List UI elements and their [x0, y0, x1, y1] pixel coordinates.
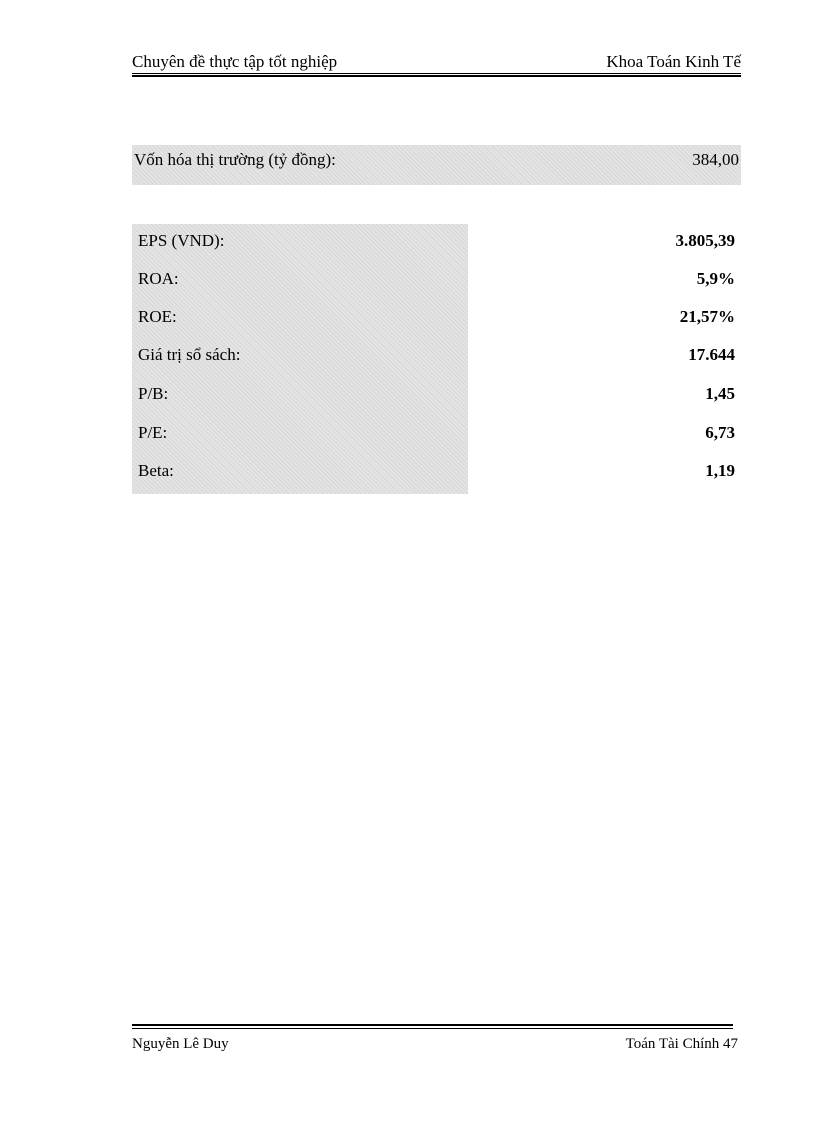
metric-label: Giá trị sổ sách:	[138, 345, 241, 364]
metric-label: ROE:	[138, 307, 177, 326]
page-footer	[132, 1036, 738, 1056]
footer-author: Nguyễn Lê Duy	[132, 1036, 229, 1052]
metric-value: 1,19	[705, 461, 735, 480]
metric-value: 6,73	[705, 423, 735, 442]
metric-value: 3.805,39	[675, 231, 735, 250]
metric-row-pb	[132, 384, 735, 412]
footer-divider	[132, 1024, 733, 1029]
header-divider	[132, 73, 741, 77]
metric-row-roe	[132, 307, 735, 335]
header-department: Khoa Toán Kinh Tế	[606, 52, 741, 71]
header-title: Chuyên đề thực tập tốt nghiệp	[132, 52, 338, 71]
metric-value: 21,57%	[679, 307, 735, 326]
metric-row-beta	[132, 461, 735, 489]
metric-row-book-value	[132, 345, 735, 373]
page-header	[132, 52, 741, 74]
metric-value: 17.644	[688, 345, 735, 364]
metric-value: 1,45	[705, 384, 735, 403]
market-cap-label: Vốn hóa thị trường (tỷ đồng):	[134, 150, 336, 169]
metric-row-pe	[132, 423, 735, 451]
metric-row-eps	[132, 231, 735, 259]
metric-label: EPS (VND):	[138, 231, 225, 250]
footer-page-info: Toán Tài Chính 47	[625, 1036, 738, 1052]
metric-label: P/B:	[138, 384, 169, 403]
metric-label: Beta:	[138, 461, 174, 480]
metric-row-roa	[132, 269, 735, 297]
metric-value: 5,9%	[696, 269, 735, 288]
metric-label: ROA:	[138, 269, 179, 288]
metric-label: P/E:	[138, 423, 168, 442]
market-cap-value: 384,00	[692, 150, 739, 169]
market-cap-box	[132, 145, 741, 185]
